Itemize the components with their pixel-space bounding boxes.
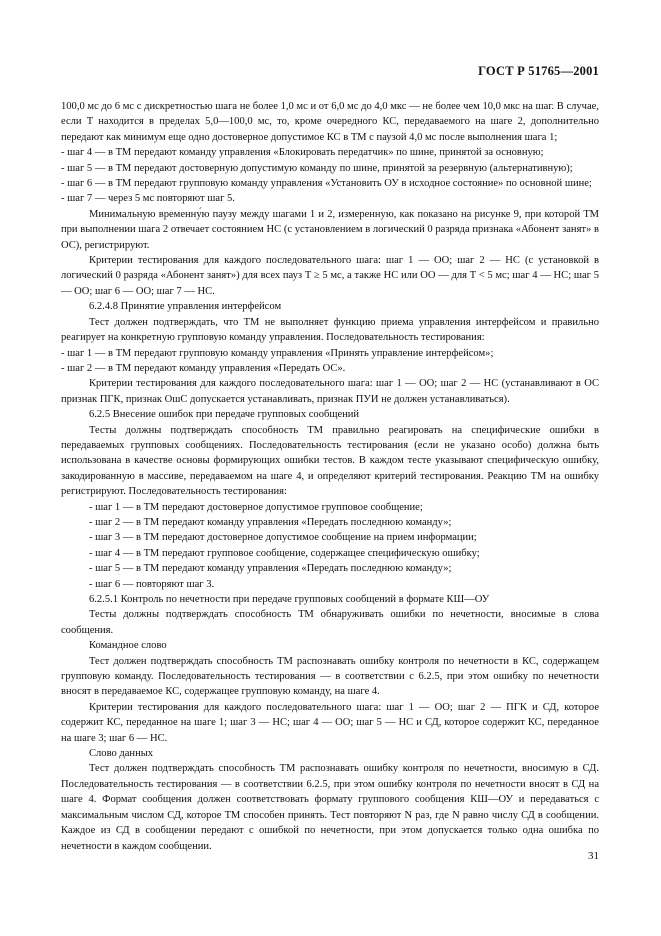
list-item: - шаг 7 — через 5 мс повторяют шаг 5. [61,193,235,205]
section-heading: 6.2.5.1 Контроль по нечетности при передаче групповых сообщений в формате КШ—ОУ [89,594,490,605]
paragraph: Критерии тестирования для каждого последовательного шага: шаг 1 — ОО; шаг 2 — НС (с установкой в логический 0 разряда «Абонент занят») для всех пауз T ≥ 5 мс, а также НС или ОО — для T < 5 мс; шаг 4 — НС; шаг 5 — ОО; шаг 6 — ОО; шаг 7 — НС. [61,255,599,297]
paragraph: Минимальную временну́ю паузу между шагами 1 и 2, измеренную, как показано на рисунке 9, при которой ТМ при выполнении шага 2 отвечает состоянием НС (с установлением в логический 0 разряда признака «Абонент занят» в ОС), регистрируют. [61,208,599,251]
list-item: - шаг 3 — в ТМ передают достоверное допустимое сообщение на прием информации; [89,532,477,544]
list-item: - шаг 4 — в ТМ передают команду управления «Блокировать передатчик» по шине, принятой за основную; [61,147,544,159]
paragraph: Тест должен подтверждать, что ТМ не выполняет функцию приема управления интерфейсом и правильно реагирует на конкретную групповую команду управления. Последовательность тестирования: [61,316,599,344]
list-item: - шаг 1 — в ТМ передают групповую команду управления «Принять управление интерфейсом»; [61,347,494,359]
document-body [61,99,599,854]
paragraph: 100,0 мс до 6 мс с дискретностью шага не более 1,0 мс и от 6,0 мс до 4,0 мкс — не более чем 10,0 мкс на шаг. В случае, если T находится в пределах 5,0—100,0 мс, то, кроме очередного КС, передаваемого на шаге 2, дополнительно передают как минимум еще одно достоверное допустимое КС в ТМ с паузой 4,0 мс после выполнения шага 1; [61,101,599,143]
paragraph: Тест должен подтверждать способность ТМ распознавать ошибку контроля по нечетности, вносимую в СД. Последовательность тестирования — в соответствии 6.2.5, при этом ошибку контроля по нечетности вносят в СД на шаге 4. Формат сообщения должен соответствовать формату группового сообщения КШ—ОУ и передаваться с максимальным числом СД, которое ТМ способен принять. Тест повторяют N раз, где N равно числу СД в сообщении. Каждое из СД в сообщении передают с ошибкой по нечетности, при этом допускается только одна ошибка по нечетности в каждом сообщении. [61,763,599,852]
page-number: 31 [588,850,599,862]
section-heading: 6.2.5 Внесение ошибок при передаче групповых сообщений [89,409,360,421]
section-heading: 6.2.4.8 Принятие управления интерфейсом [89,301,282,313]
list-item: - шаг 5 — в ТМ передают достоверную допустимую команду по шине, принятой за резервную (альтернативную); [61,162,573,174]
paragraph: Тест должен подтверждать способность ТМ распознавать ошибку контроля по нечетности в КС, содержащем групповую команду. Последовательность тестирования — в соответствии с 6.2.5, при этом ошибку по нечетности вносят в передаваемое КС, содержащее групповую команду, на шаге 4. [61,655,599,698]
paragraph: Критерии тестирования для каждого последовательного шага: шаг 1 — ОО; шаг 2 — НС (устанавливают в ОС признак ПГК, признак ОшС допускается устанавливать, признак ПУИ не должен устанавливаться). [61,378,599,405]
list-item: - шаг 2 — в ТМ передают команду управления «Передать последнюю команду»; [89,516,452,528]
paragraph: Тесты должны подтверждать способность ТМ обнаруживать ошибки по нечетности, вносимые в слова сообщения. [61,609,599,636]
list-item: - шаг 6 — повторяют шаг 3. [89,578,215,590]
list-item: - шаг 6 — в ТМ передают групповую команду управления «Установить ОУ в исходное состояние» по основной шине; [61,178,592,190]
list-item: - шаг 1 — в ТМ передают достоверное допустимое групповое сообщение; [89,501,423,513]
list-item: - шаг 2 — в ТМ передают команду управления «Передать ОС». [61,362,346,374]
list-item: - шаг 5 — в ТМ передают команду управления «Передать последнюю команду»; [89,563,452,575]
paragraph: Критерии тестирования для каждого последовательного шага: шаг 1 — ОО; шаг 2 — ПГК и СД, которое содержит КС, переданное на шаге 1; шаг 3 — НС; шаг 4 — ОО; шаг 5 — НС и СД, которое содержит КС, переданное на шаге 3; шаг 6 — НС. [61,701,599,744]
list-item: - шаг 4 — в ТМ передают групповое сообщение, содержащее специфическую ошибку; [89,547,480,559]
paragraph: Тесты должны подтверждать способность ТМ правильно реагировать на специфические ошибки в передаваемых групповых сообщениях. Последовательность тестирования (если не указано особо) должна быть использована в качестве основы формирующих ошибки тестов. В каждом тесте указывают специфическую ошибку, закодированную в массиве, передаваемом на шаге 4, и определяют критерий тестирования. Реакцию ТМ на ошибку регистрируют. Последовательность тестирования: [61,424,599,498]
document-code-header: ГОСТ Р 51765—2001 [478,64,599,78]
subheading: Командное слово [89,640,167,652]
subheading: Слово данных [89,748,154,760]
